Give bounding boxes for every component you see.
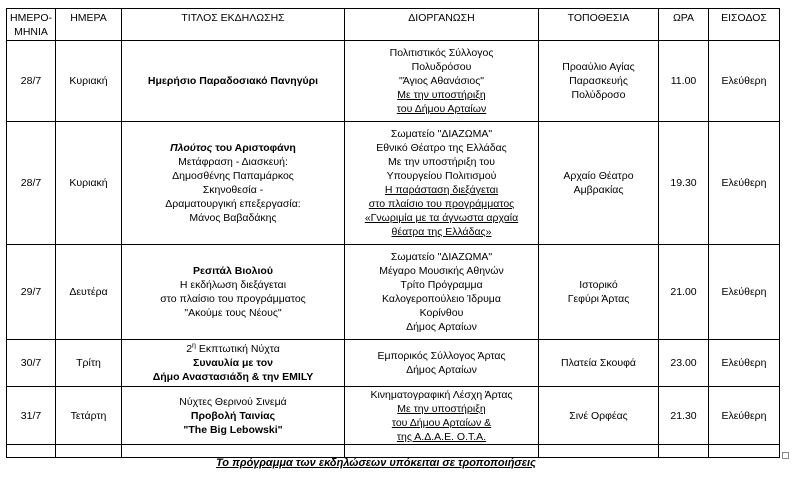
cell-day: Τετάρτη	[56, 387, 122, 445]
play-author: του Αριστοφάνη	[212, 142, 296, 154]
cell-day: Κυριακή	[56, 122, 122, 245]
organizer-line: «Γνωριμία με τα άγνωστα αρχαία	[364, 212, 519, 224]
cell-location	[539, 387, 659, 445]
location-line: Αμβρακίας	[573, 184, 624, 196]
table-row	[7, 122, 780, 245]
empty-cell	[56, 445, 122, 458]
organizer-line: στο πλαίσιο του προγράμματος	[368, 198, 515, 210]
location-line: Προαύλιο Αγίας	[562, 61, 635, 73]
cell-date: 28/7	[7, 41, 56, 122]
cell-organizer	[345, 387, 539, 445]
organizer-line: Καλογεροπούλειο Ίδρυμα	[382, 293, 501, 305]
ordinal-suffix: η	[192, 342, 196, 350]
title-line	[125, 141, 341, 155]
title-line: Ρεσιτάλ Βιολιού	[193, 265, 273, 277]
organizer-line: του Δήμου Αρταίων	[396, 103, 487, 115]
cell-time: 21.30	[659, 387, 709, 445]
organizer-line: Με την υποστήριξη του	[388, 156, 495, 168]
cell-location	[539, 122, 659, 245]
cell-organizer	[345, 122, 539, 245]
empty-cell	[122, 445, 345, 458]
cell-location	[539, 340, 659, 387]
organizer-line: "Άγιος Αθανάσιος"	[398, 75, 485, 87]
title-line: Δήμο Αναστασιάδη & την EMILY	[152, 371, 314, 383]
organizer-line: Κινηματογραφική Λέσχη Άρτας	[370, 388, 513, 401]
table-row	[7, 245, 780, 340]
header-title: ΤΙΤΛΟΣ ΕΚΔΗΛΩΣΗΣ	[122, 9, 345, 41]
organizer-line: Πολιτιστικός Σύλλογος	[389, 47, 494, 59]
title-line: "Ακούμε τους Νέους"	[184, 307, 282, 319]
title-line: Συναυλία με τον	[193, 357, 273, 369]
organizer-line: Η παράσταση διεξάγεται	[384, 184, 499, 196]
location-line: Παρασκευής	[569, 75, 628, 87]
title-line: Μετάφραση - Διασκευή:	[178, 156, 288, 168]
header-organizer: ΔΙΟΡΓΑΝΩΣΗ	[345, 9, 539, 41]
title-line: Ημερήσιο Παραδοσιακό Πανηγύρι	[147, 75, 319, 87]
empty-cell	[539, 445, 659, 458]
night-number: 2	[186, 343, 193, 355]
organizer-line: της Α.Δ.Α.Ε. Ο.Τ.Α.	[396, 430, 487, 443]
play-name: Πλούτος	[170, 142, 213, 154]
cell-date: 29/7	[7, 245, 56, 340]
organizer-line: Εθνικό Θέατρο της Ελλάδας	[376, 142, 507, 154]
title-line: Προβολή Ταινίας	[190, 409, 276, 422]
organizer-line: Κορίνθου	[419, 307, 464, 319]
small-square-marker	[782, 452, 789, 459]
header-location: ΤΟΠΟΘΕΣΙΑ	[539, 9, 659, 41]
title-line: Σκηνοθεσία -	[202, 184, 264, 196]
cell-title	[122, 245, 345, 340]
organizer-line: Τρίτο Πρόγραμμα	[400, 279, 483, 291]
table-row	[7, 387, 780, 445]
cell-time: 21.00	[659, 245, 709, 340]
title-line: Νύχτες Θερινού Σινεμά	[179, 395, 287, 408]
location-line: Ιστορικό	[579, 279, 618, 291]
cell-location	[539, 245, 659, 340]
location-line: Αρχαίο Θέατρο	[563, 170, 634, 182]
cell-location	[539, 41, 659, 122]
table-row	[7, 41, 780, 122]
cell-organizer	[345, 245, 539, 340]
cell-date: 30/7	[7, 340, 56, 387]
organizer-line: Δήμος Αρταίων	[406, 321, 477, 333]
cell-day: Κυριακή	[56, 41, 122, 122]
events-table	[6, 8, 780, 458]
cell-time: 23.00	[659, 340, 709, 387]
cell-title	[122, 41, 345, 122]
organizer-line: Σωματείο "ΔΙΑΖΩΜΑ"	[390, 251, 493, 263]
cell-day: Τρίτη	[56, 340, 122, 387]
cell-entry: Ελεύθερη	[709, 387, 780, 445]
night-label: Εκπτωτική Νύχτα	[195, 343, 280, 355]
title-line: Δραματουργική επεξεργασία:	[165, 198, 301, 210]
footer-note: Το πρόγραμμα των εκδηλώσεων υπόκειται σε τροποποιήσεις	[216, 457, 536, 469]
cell-organizer	[345, 340, 539, 387]
cell-title	[122, 340, 345, 387]
header-day: ΗΜΕΡΑ	[56, 9, 122, 41]
empty-cell	[659, 445, 709, 458]
organizer-line: Με την υποστήριξη	[397, 402, 486, 415]
organizer-line: Εμπορικός Σύλλογος Άρτας	[377, 350, 506, 362]
organizer-line: Υπουργείου Πολιτισμού	[386, 170, 497, 182]
cell-date: 28/7	[7, 122, 56, 245]
organizer-line: θέατρα της Ελλάδας»	[391, 226, 492, 238]
empty-cell	[7, 445, 56, 458]
cell-date: 31/7	[7, 387, 56, 445]
table-row	[7, 340, 780, 387]
location-line: Πλατεία Σκουφά	[561, 357, 636, 369]
cell-title	[122, 387, 345, 445]
title-line: Η εκδήλωση διεξάγεται	[179, 279, 287, 291]
cell-time: 11.00	[659, 41, 709, 122]
organizer-line: Με την υποστήριξη	[397, 89, 486, 101]
title-line	[125, 342, 341, 356]
cell-entry: Ελεύθερη	[709, 122, 780, 245]
organizer-line: Σωματείο "ΔΙΑΖΩΜΑ"	[390, 128, 493, 140]
cell-organizer	[345, 41, 539, 122]
organizer-line: Δήμος Αρταίων	[406, 364, 477, 376]
header-date: ΗΜΕΡΟ-ΜΗΝΙΑ	[7, 9, 56, 41]
empty-row	[7, 445, 780, 458]
location-line: Πολύδροσο	[571, 89, 626, 101]
title-line: Δημοσθένης Παπαμάρκος	[172, 170, 294, 182]
organizer-line: Μέγαρο Μουσικής Αθηνών	[379, 265, 504, 277]
cell-entry: Ελεύθερη	[709, 41, 780, 122]
title-line: Μάνος Βαβαδάκης	[189, 212, 277, 224]
header-entry: ΕΙΣΟΔΟΣ	[709, 9, 780, 41]
header-time: ΩΡΑ	[659, 9, 709, 41]
header-row	[7, 9, 780, 41]
location-line: Σινέ Ορφέας	[569, 409, 628, 422]
location-line: Γεφύρι Άρτας	[567, 293, 630, 305]
cell-entry: Ελεύθερη	[709, 245, 780, 340]
empty-cell	[345, 445, 539, 458]
organizer-line: Πολυδρόσου	[411, 61, 472, 73]
cell-time: 19.30	[659, 122, 709, 245]
organizer-line: του Δήμου Αρταίων &	[391, 416, 492, 429]
cell-entry: Ελεύθερη	[709, 340, 780, 387]
cell-day: Δευτέρα	[56, 245, 122, 340]
empty-cell	[709, 445, 780, 458]
title-line: "The Big Lebowski"	[183, 423, 283, 436]
cell-title	[122, 122, 345, 245]
title-line: στο πλαίσιο του προγράμματος	[160, 293, 306, 305]
